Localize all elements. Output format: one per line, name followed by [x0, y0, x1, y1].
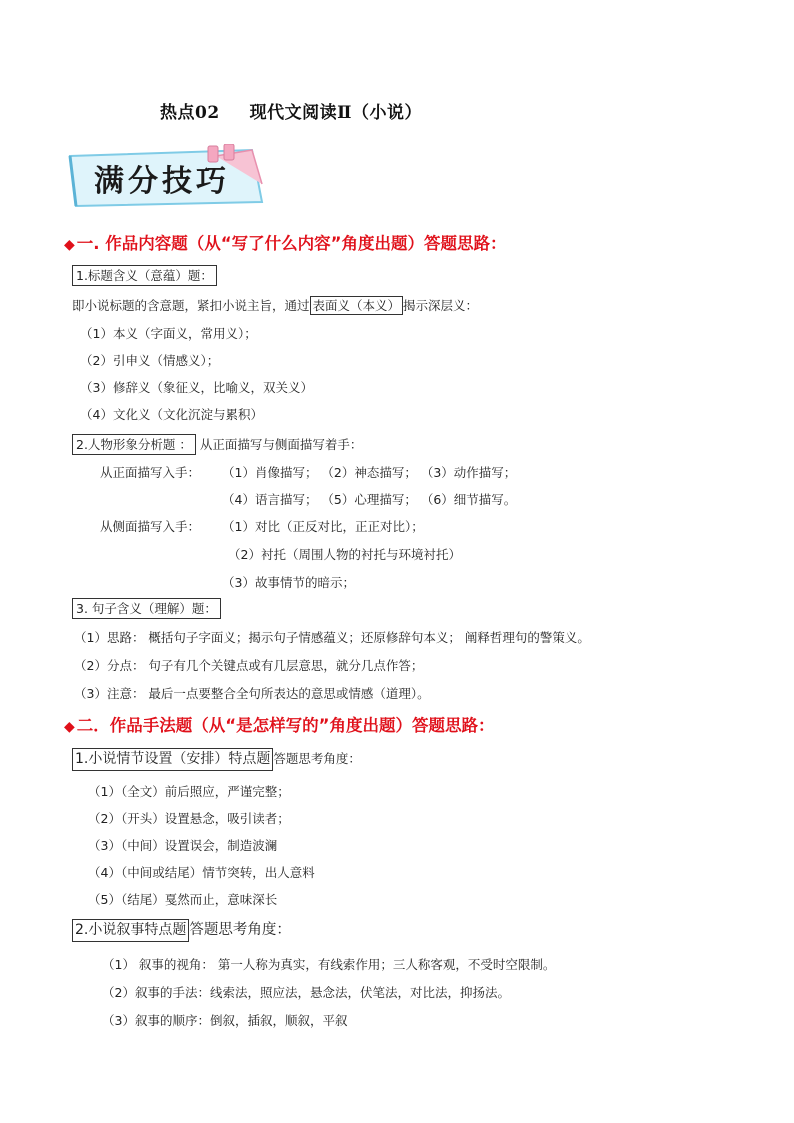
diamond-icon: ◆: [64, 237, 75, 253]
page-title: [160, 98, 422, 123]
diamond-icon: ◆: [64, 719, 75, 735]
list-item: （1）（全文）前后照应，严谨完整；: [88, 784, 290, 799]
section2-heading: ◆ 二．作品手法题（从“是怎样写的”角度出题）答题思路：: [64, 716, 495, 735]
section-badge: [66, 144, 266, 210]
list-item: （1）本义（字面义，常用义）；: [80, 326, 257, 341]
list-item: （4）文化义（文化沉淀与累积）: [80, 407, 263, 422]
list-item: （2）叙事的手法：线索法，照应法，悬念法，伏笔法，对比法，抑扬法。: [102, 985, 510, 1000]
list-item: （4）（中间或结尾）情节突转，出人意料: [88, 865, 315, 880]
list-item: （3）叙事的顺序：倒叙，插叙，顺叙，平叙: [102, 1013, 348, 1028]
side-label: 从侧面描写入手：: [100, 519, 201, 534]
list-item: （3）修辞义（象征义，比喻义，双关义）: [80, 380, 313, 395]
list-item: （1） 叙事的视角： 第一人称为真实，有线索作用；三人称客观，不受时空限制。: [102, 957, 556, 972]
title-text: 现代文阅读Ⅱ（小说）: [249, 103, 422, 123]
list-item: （3）注意： 最后一点要整合全句所表达的意思或情感（道理）。: [74, 686, 430, 701]
side-item-3: （3）故事情节的暗示；: [222, 575, 355, 590]
topic3-label: 3. 句子含义（理解）题：: [72, 598, 221, 619]
list-item: （5）（结尾）戛然而止，意味深长: [88, 892, 278, 907]
topic1-intro: 即小说标题的含意题，紧扣小说主旨，通过 表面义（本义） 揭示深层义：: [72, 298, 479, 313]
list-item: （1）思路： 概括句子字面义；揭示句子情感蕴义；还原修辞句本义； 阐释哲理句的警策义。: [74, 630, 590, 645]
front-items-1: （1）肖像描写； （2）神态描写； （3）动作描写；: [222, 465, 517, 480]
list-item: （2）引申义（情感义）；: [80, 353, 220, 368]
topic5-label: 2.小说叙事特点题 答题思考角度：: [72, 918, 291, 942]
front-items-2: （4）语言描写； （5）心理描写； （6）细节描写。: [222, 492, 517, 507]
topic2-label: 2.人物形象分析题 ： 从正面描写与侧面描写着手：: [72, 434, 362, 455]
side-item-1: （1）对比（正反对比，正正对比）；: [222, 519, 424, 534]
side-item-2: （2）衬托（周围人物的衬托与环境衬托）: [228, 547, 461, 562]
topic4-label: 1.小说情节设置（安排）特点题 答题思考角度：: [72, 748, 361, 771]
list-item: （3）（中间）设置误会，制造波澜: [88, 838, 278, 853]
front-label: 从正面描写入手：: [100, 465, 201, 480]
badge-text: 满分技巧: [94, 164, 230, 199]
list-item: （2）（开头）设置悬念，吸引读者；: [88, 811, 290, 826]
topic1-label: 1.标题含义（意蕴）题：: [72, 265, 217, 286]
list-item: （2）分点： 句子有几个关键点或有几层意思，就分几点作答；: [74, 658, 424, 673]
title-label: 热点02: [160, 103, 220, 123]
section1-heading: ◆ 一. 作品内容题（从“写了什么内容”角度出题）答题思路：: [64, 234, 507, 253]
